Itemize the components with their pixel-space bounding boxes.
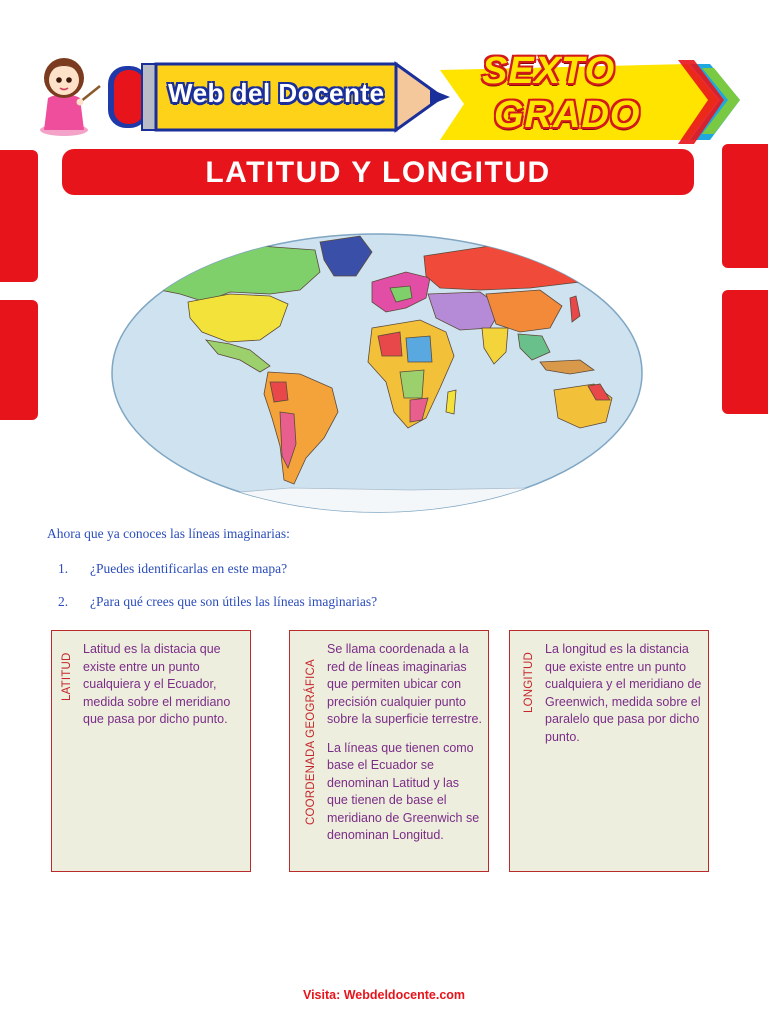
- coordenada-paragraph-2: La líneas que tienen como base el Ecuador se denominan Latitud y las que tienen de base el meridiano de Greenwich se denominan Longitud.: [327, 740, 480, 842]
- question-1-text: ¿Puedes identificarlas en este mapa?: [90, 561, 288, 576]
- question-1-number: 1.: [58, 561, 69, 576]
- teacher-mascot-icon: [34, 50, 104, 138]
- page-title: LATITUD Y LONGITUD: [205, 156, 551, 189]
- right-tab-bottom: [722, 290, 768, 414]
- intro-lead: Ahora que ya conoces las líneas imaginarias:: [47, 526, 290, 541]
- coordenada-vertical-label: COORDENADA GEOGRÁFICA: [305, 659, 317, 825]
- coordenada-paragraph-1: Se llama coordenada a la red de líneas imaginarias que permiten ubicar con precisión cualquier punto sobre la superficie terrestre.: [327, 642, 482, 726]
- latitud-description: [83, 641, 243, 740]
- grade-line-2: GRADO: [494, 94, 641, 136]
- right-tab-top: [722, 144, 768, 268]
- footer-link[interactable]: Visita: Webdeldocente.com: [302, 988, 466, 1002]
- longitud-vertical-label: LONGITUD: [523, 651, 535, 713]
- coordenada-description: [327, 641, 483, 856]
- grade-line-1: SEXTO: [482, 50, 616, 92]
- latitud-vertical-label: LATITUD: [61, 652, 73, 701]
- left-tab-bottom: [0, 300, 38, 420]
- question-2-text: ¿Para qué crees que son útiles las líneas imaginarias?: [90, 594, 378, 609]
- world-map-image: [110, 232, 645, 514]
- longitud-box: [509, 630, 709, 872]
- latitud-paragraph: Latitud es la distacia que existe entre un punto cualquiera y el Ecuador, medida sobre el meridiano que pasa por dicho punto.: [83, 642, 231, 726]
- latitud-box: [51, 630, 251, 872]
- question-2-number: 2.: [58, 594, 69, 609]
- longitud-paragraph: La longitud es la distancia que existe entre un punto cualquiera y el meridiano de Greenwich, medida sobre el paralelo que pasa por dicho punto.: [545, 642, 702, 744]
- longitud-description: [545, 641, 705, 757]
- coordenada-box: [289, 630, 489, 872]
- left-tab-top: [0, 150, 38, 282]
- brand-name: Web del Docente: [168, 78, 385, 108]
